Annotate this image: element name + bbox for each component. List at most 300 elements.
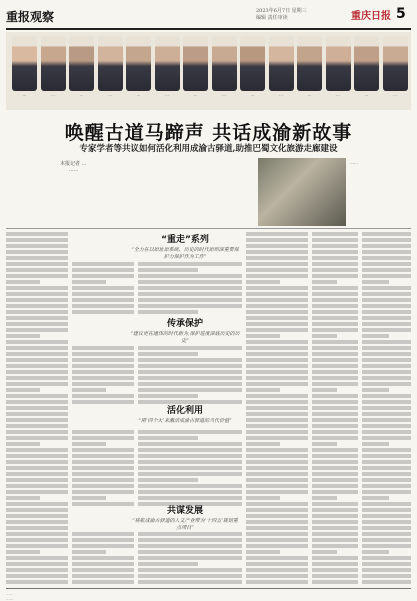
text-line [362, 472, 411, 476]
text-line [138, 460, 242, 464]
text-line [362, 454, 411, 458]
text-line [362, 574, 411, 578]
text-line [138, 310, 198, 314]
text-line [362, 484, 411, 488]
text-line [72, 496, 106, 500]
text-line [362, 412, 411, 416]
text-line [362, 268, 411, 272]
text-line [6, 406, 68, 410]
text-line [138, 352, 198, 356]
text-line [6, 454, 68, 458]
text-line [312, 322, 358, 326]
text-line [362, 328, 411, 332]
text-line [6, 304, 68, 308]
text-line [362, 406, 411, 410]
text-line [312, 274, 358, 278]
text-line [362, 460, 411, 464]
text-line [72, 400, 134, 404]
text-line [138, 580, 242, 584]
text-line [246, 490, 308, 494]
text-line [362, 322, 411, 326]
text-line [362, 238, 411, 242]
text-line [312, 232, 358, 236]
headline: 唤醒古道马蹄声 共话成渝新故事 [64, 122, 353, 144]
text-line [6, 550, 40, 554]
text-line [312, 370, 358, 374]
text-line [72, 490, 134, 494]
text-line [72, 532, 134, 536]
text-line [246, 346, 308, 350]
portrait [12, 36, 37, 96]
text-line [138, 358, 242, 362]
text-line [6, 418, 68, 422]
text-line [312, 418, 358, 422]
text-line [362, 340, 411, 344]
text-line [138, 364, 242, 368]
divider [6, 228, 411, 229]
text-line [6, 382, 68, 386]
text-line [312, 478, 358, 482]
portrait [297, 36, 322, 96]
text-line [312, 376, 358, 380]
text-line [138, 562, 198, 566]
text-line [138, 442, 242, 446]
text-line [312, 550, 337, 554]
text-line [312, 364, 358, 368]
section-quote-4: “将航成渝古驿道的人文产业带为‘十四五’规划重点项目” [132, 518, 238, 531]
text-line [312, 400, 358, 404]
text-line [138, 448, 242, 452]
text-line [72, 268, 134, 272]
text-line [138, 472, 242, 476]
text-line [312, 574, 358, 578]
text-line [72, 298, 134, 302]
text-line [362, 262, 411, 266]
text-line [246, 358, 308, 362]
text-line [6, 514, 68, 518]
text-line [138, 262, 242, 266]
text-line [362, 346, 411, 350]
text-line [246, 394, 308, 398]
text-line [6, 370, 68, 374]
text-line [362, 316, 411, 320]
text-line [6, 310, 68, 314]
text-line [6, 430, 68, 434]
text-line [246, 268, 308, 272]
text-line [312, 310, 358, 314]
text-line [246, 412, 308, 416]
portrait-name: ... [79, 92, 84, 97]
text-line [362, 394, 411, 398]
portrait-photo [354, 36, 379, 91]
text-line [362, 382, 411, 386]
text-line [6, 436, 68, 440]
portrait [269, 36, 294, 96]
text-line [362, 358, 411, 362]
text-line [362, 292, 411, 296]
text-line [138, 268, 198, 272]
text-line [138, 430, 242, 434]
text-line [362, 364, 411, 368]
text-line [246, 460, 308, 464]
portrait-name: ... [307, 92, 312, 97]
text-line [6, 556, 68, 560]
text-line [138, 556, 242, 560]
portrait-photo [183, 36, 208, 91]
text-line [72, 544, 134, 548]
text-line [246, 292, 308, 296]
footer-line-2: …… [6, 596, 14, 601]
text-line [362, 298, 411, 302]
text-line [246, 442, 280, 446]
text-line [362, 490, 411, 494]
text-line [6, 250, 68, 254]
text-line [6, 496, 40, 500]
text-line [246, 436, 308, 440]
portrait-strip [6, 32, 411, 110]
text-line [362, 430, 411, 434]
text-line [312, 520, 358, 524]
text-line [246, 244, 308, 248]
text-line [6, 568, 68, 572]
text-line [246, 286, 308, 290]
text-line [246, 352, 308, 356]
text-line [246, 262, 308, 266]
text-line [362, 388, 389, 392]
text-line [362, 550, 389, 554]
text-line [362, 418, 411, 422]
text-line [246, 370, 308, 374]
text-line [72, 274, 134, 278]
text-line [138, 568, 242, 572]
portrait-name: ... [336, 92, 340, 97]
text-line [72, 310, 134, 314]
text-line [312, 340, 358, 344]
text-line [6, 262, 68, 266]
portrait [212, 36, 237, 96]
text-line [246, 580, 308, 584]
portrait-photo [297, 36, 322, 91]
text-line [6, 316, 68, 320]
text-line [246, 496, 280, 500]
text-line [312, 490, 358, 494]
text-line [362, 310, 411, 314]
text-line [362, 442, 389, 446]
text-line [246, 280, 280, 284]
text-line [6, 538, 68, 542]
text-line [138, 292, 242, 296]
text-line [246, 478, 308, 482]
text-line [362, 532, 411, 536]
text-line [138, 346, 242, 350]
text-line [246, 502, 308, 506]
masthead [6, 6, 411, 30]
text-line [138, 388, 242, 392]
text-line [6, 484, 68, 488]
text-line [246, 454, 308, 458]
text-line [6, 268, 68, 272]
text-line [6, 472, 68, 476]
text-line [312, 298, 358, 302]
text-line [312, 352, 358, 356]
text-line [72, 358, 134, 362]
text-line [72, 262, 134, 266]
text-line [6, 286, 68, 290]
text-line [362, 514, 411, 518]
portrait-photo [240, 36, 265, 91]
text-line [6, 256, 68, 260]
text-line [6, 544, 68, 548]
text-line [138, 436, 198, 440]
text-line [312, 562, 358, 566]
text-line [312, 406, 358, 410]
text-line [312, 358, 358, 362]
text-line [72, 364, 134, 368]
portrait-name: ... [393, 92, 397, 97]
byline: 本报记者 … [60, 161, 87, 167]
text-line [362, 376, 411, 380]
lede-paragraph: …… [69, 168, 79, 173]
text-line [246, 232, 308, 236]
text-line [246, 568, 308, 572]
text-line [6, 466, 68, 470]
text-line [312, 262, 358, 266]
text-line [312, 412, 358, 416]
text-line [246, 448, 308, 452]
text-line [362, 556, 411, 560]
portrait-photo [212, 36, 237, 91]
text-line [312, 460, 358, 464]
text-line [72, 568, 134, 572]
portrait-photo [383, 36, 408, 91]
text-line [72, 304, 134, 308]
text-line [312, 496, 337, 500]
text-line [246, 328, 308, 332]
text-line [246, 544, 308, 548]
text-line [246, 304, 308, 308]
text-line [6, 238, 68, 242]
text-line [72, 346, 134, 350]
text-line [246, 364, 308, 368]
text-line [72, 352, 134, 356]
newspaper-brand: 重庆日报 [351, 11, 391, 22]
mountain-road-photo [258, 158, 346, 226]
text-line [138, 478, 198, 482]
text-line [138, 454, 242, 458]
text-line [312, 454, 358, 458]
text-line [6, 562, 68, 566]
footer [6, 588, 411, 601]
text-line [312, 466, 358, 470]
portrait [354, 36, 379, 96]
text-line [138, 280, 242, 284]
portrait-name: ... [364, 92, 369, 97]
text-line [6, 328, 68, 332]
portrait [326, 36, 351, 96]
text-line [246, 520, 308, 524]
text-line [6, 442, 40, 446]
portrait-photo [41, 36, 66, 91]
text-line [138, 304, 242, 308]
text-line [246, 430, 308, 434]
text-line [312, 514, 358, 518]
text-line [138, 298, 242, 302]
text-line [246, 508, 308, 512]
text-line [6, 376, 68, 380]
text-line [246, 382, 308, 386]
text-line [72, 394, 134, 398]
text-line [6, 424, 68, 428]
text-line [362, 424, 411, 428]
portrait-photo [69, 36, 94, 91]
text-line [246, 424, 308, 428]
text-line [312, 568, 358, 572]
portrait-photo [126, 36, 151, 91]
text-line [312, 388, 337, 392]
text-line [246, 376, 308, 380]
text-line [312, 532, 358, 536]
text-line [138, 394, 198, 398]
text-line [312, 280, 337, 284]
text-line [72, 286, 134, 290]
text-line [362, 496, 389, 500]
text-line [72, 538, 134, 542]
text-line [246, 562, 308, 566]
text-line [246, 250, 308, 254]
text-line [362, 250, 411, 254]
text-line [72, 382, 134, 386]
text-line [138, 538, 242, 542]
text-line [6, 574, 68, 578]
text-line [138, 574, 242, 578]
text-line [138, 490, 242, 494]
text-line [312, 328, 358, 332]
text-line [312, 544, 358, 548]
text-line [72, 574, 134, 578]
portrait [183, 36, 208, 96]
text-line [312, 268, 358, 272]
footer-line-1: …… [6, 591, 14, 596]
text-line [362, 502, 411, 506]
text-line [72, 580, 134, 584]
portrait [98, 36, 123, 96]
text-line [72, 376, 134, 380]
section-heading-3: 活化利用 [166, 406, 203, 416]
text-line [138, 382, 242, 386]
text-line [312, 580, 358, 584]
portrait [240, 36, 265, 96]
text-line [246, 256, 308, 260]
text-line [138, 274, 242, 278]
text-line [6, 502, 68, 506]
text-line [6, 292, 68, 296]
text-line [312, 346, 358, 350]
text-line [362, 520, 411, 524]
text-line [72, 280, 106, 284]
text-line [6, 388, 40, 392]
text-line [246, 472, 308, 476]
text-line [72, 448, 134, 452]
text-line [362, 274, 411, 278]
text-line [246, 274, 308, 278]
text-line [246, 316, 308, 320]
text-line [312, 526, 358, 530]
text-line [138, 496, 242, 500]
text-line [312, 286, 358, 290]
text-line [362, 568, 411, 572]
text-line [6, 412, 68, 416]
date-text: 2023年6月7日 星期三 [256, 8, 307, 14]
text-line [362, 562, 411, 566]
portrait-name: ... [193, 92, 198, 97]
text-line [312, 424, 358, 428]
text-line [312, 256, 358, 260]
text-line [72, 388, 106, 392]
portrait-name: ... [108, 92, 112, 97]
portrait-photo [155, 36, 180, 91]
portrait [41, 36, 66, 96]
text-line [6, 340, 68, 344]
text-line [138, 370, 242, 374]
text-line [312, 538, 358, 542]
text-line [312, 334, 337, 338]
portrait [126, 36, 151, 96]
portrait-name: ... [165, 92, 169, 97]
text-line [312, 484, 358, 488]
text-line [6, 298, 68, 302]
text-line [72, 292, 134, 296]
page-number: 5 [396, 6, 406, 22]
text-line [6, 322, 68, 326]
text-line [312, 316, 358, 320]
text-line [138, 376, 242, 380]
text-line [362, 580, 411, 584]
text-line [312, 436, 358, 440]
text-line [6, 394, 68, 398]
text-line [6, 364, 68, 368]
text-line [246, 514, 308, 518]
section-heading-4: 共谋发展 [166, 506, 203, 516]
text-line [6, 334, 40, 338]
text-line [72, 370, 134, 374]
text-line [72, 466, 134, 470]
text-line [312, 448, 358, 452]
text-line [246, 322, 308, 326]
text-line [246, 484, 308, 488]
text-line [362, 508, 411, 512]
text-line [246, 526, 308, 530]
text-line [362, 334, 389, 338]
text-line [6, 358, 68, 362]
portrait-photo [269, 36, 294, 91]
text-line [72, 562, 134, 566]
text-line [6, 460, 68, 464]
portrait [383, 36, 408, 96]
text-line [72, 478, 134, 482]
text-line [6, 280, 40, 284]
text-line [246, 532, 308, 536]
text-line [6, 274, 68, 278]
text-line [312, 556, 358, 560]
portrait [155, 36, 180, 96]
text-line [362, 538, 411, 542]
text-line [72, 454, 134, 458]
text-line [138, 466, 242, 470]
text-line [6, 526, 68, 530]
text-line [362, 304, 411, 308]
photo-caption: …… [350, 160, 358, 165]
text-line [246, 400, 308, 404]
